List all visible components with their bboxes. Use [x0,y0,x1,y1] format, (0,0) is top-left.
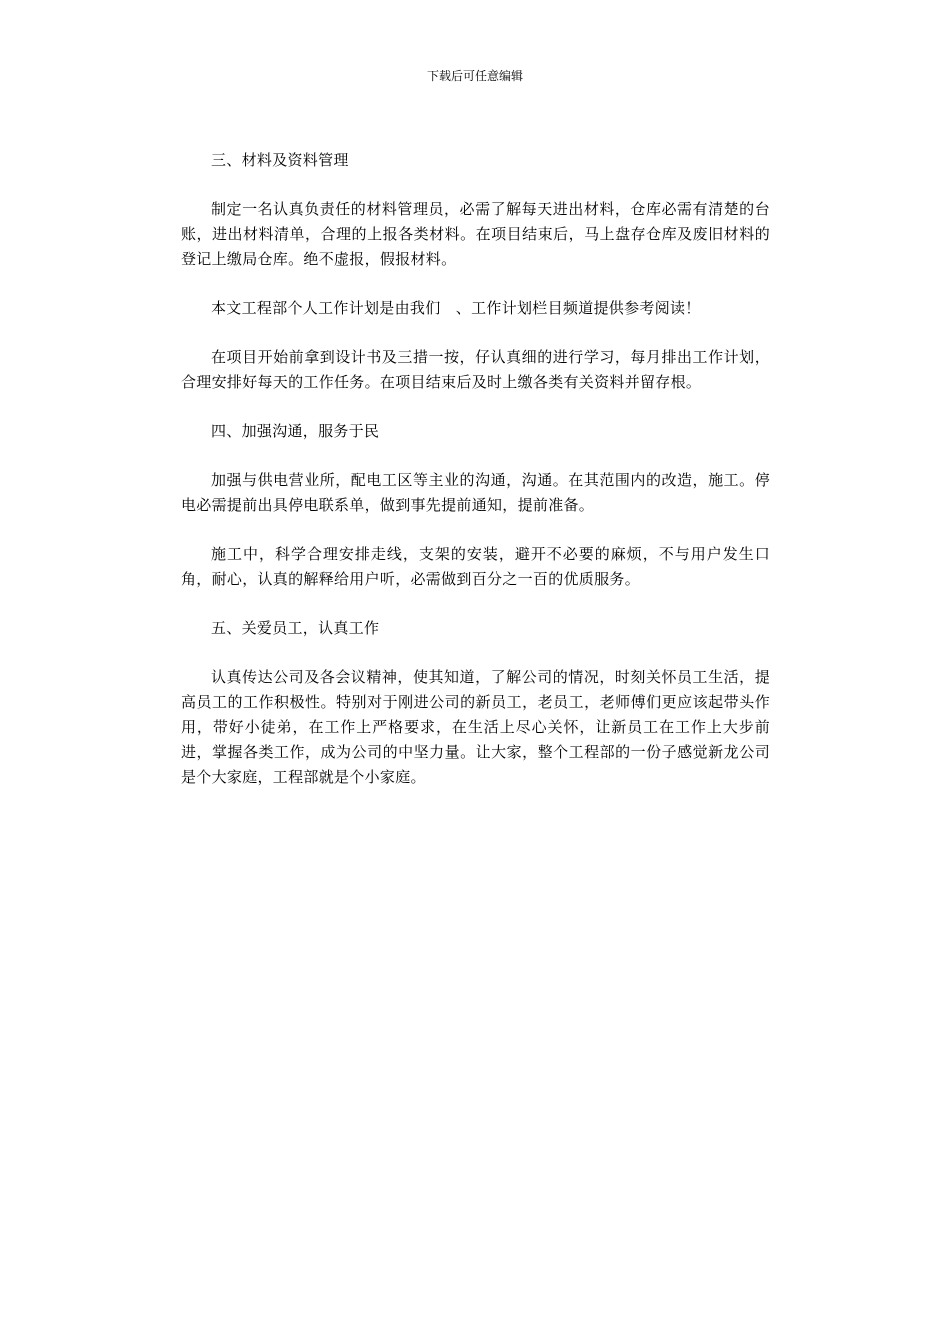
section-heading-materials: 三、材料及资料管理 [211,151,349,169]
paragraph-source-note: 本文工程部个人工作计划是由我们 、工作计划栏目频道提供参考阅读！ [211,299,701,317]
paragraph-material-manager: 制定一名认真负责任的材料管理员，必需了解每天进出材料，仓库必需有清楚的台账，进出材料清单，合理的上报各类材料。在项目结束后，马上盘存仓库及废旧材料的登记上缴局仓库。绝不虚报，假报材料。 [181,200,770,268]
document-body [181,148,770,814]
paragraph-communication: 加强与供电营业所，配电工区等主业的沟通，沟通。在其范围内的改造，施工。停电必需提前出具停电联系单，做到事先提前通知，提前准备。 [181,471,770,514]
paragraph-construction-service: 施工中，科学合理安排走线，支架的安装，避开不必要的麻烦，不与用户发生口角，耐心，认真的解释给用户听，必需做到百分之一百的优质服务。 [181,545,770,588]
paragraph-project-planning: 在项目开始前拿到设计书及三措一按，仔认真细的进行学习，每月排出工作计划，合理安排好每天的工作任务。在项目结束后及时上缴各类有关资料并留存根。 [181,348,770,391]
section-heading-communication: 四、加强沟通，服务于民 [211,422,380,440]
section-heading-staff-care: 五、关爱员工，认真工作 [211,619,380,637]
paragraph-staff-care: 认真传达公司及各会议精神，使其知道，了解公司的情况，时刻关怀员工生活，提高员工的工作积极性。特别对于刚进公司的新员工，老员工，老师傅们更应该起带头作用，带好小徒弟，在工作上严格要求，在生活上尽心关怀，让新员工在工作上大步前进，掌握各类工作，成为公司的中坚力量。让大家，整个工程部的一份子感觉新龙公司是个大家庭，工程部就是个小家庭。 [181,668,770,786]
page-header-note: 下载后可任意编辑 [426,69,523,83]
